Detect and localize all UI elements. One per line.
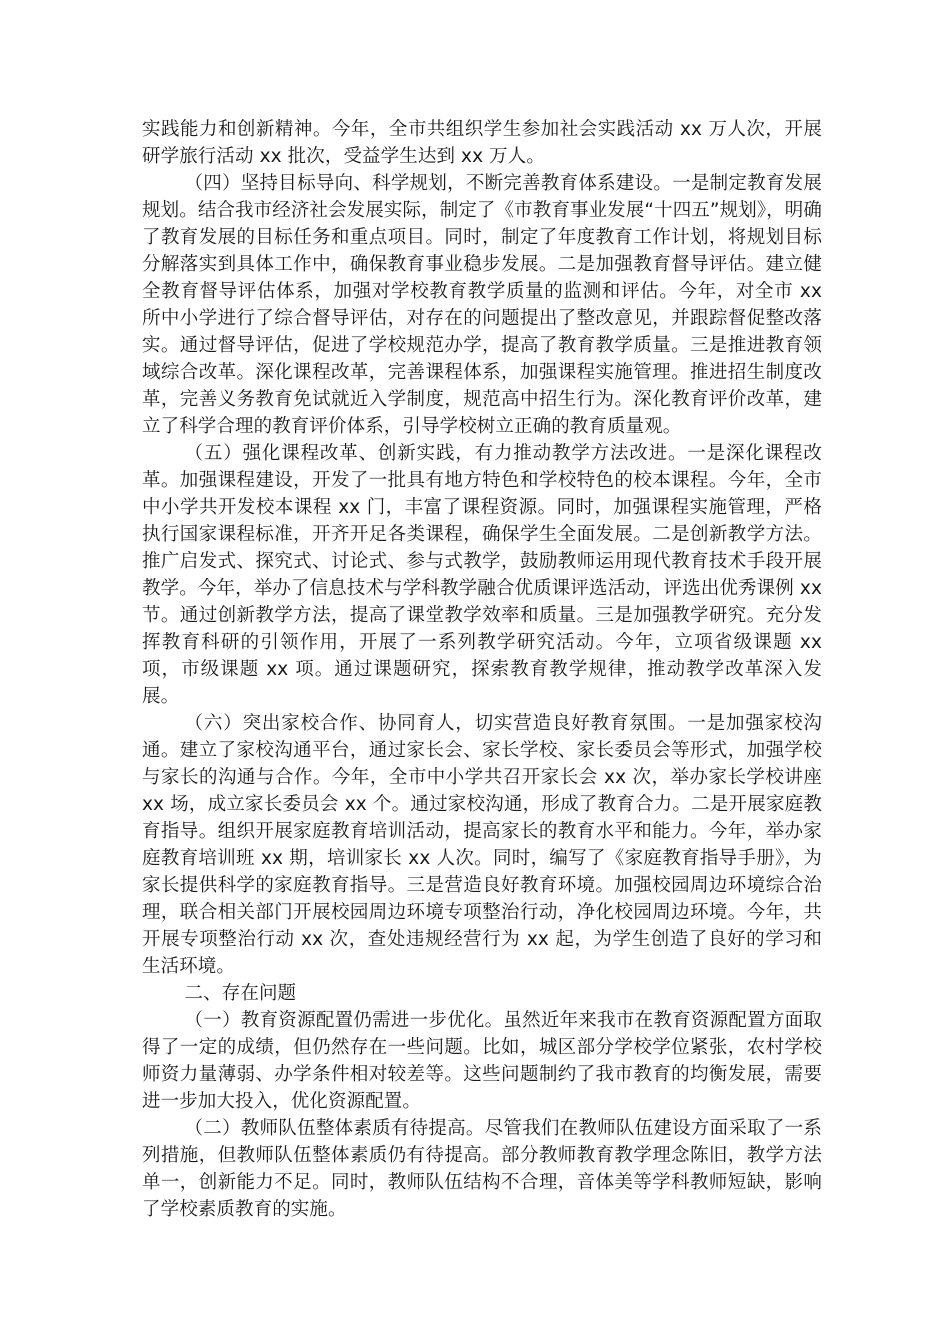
paragraph-issue-1: （一）教育资源配置仍需进一步优化。虽然近年来我市在教育资源配置方面取得了一定的成绩，但仍然存在一些问题。比如，城区部分学校学位紧张，农村学校师资力量薄弱、办学条件相对较差等。这些问题制约了我市教育的均衡发展，需要进一步加大投入，优化资源配置。 bbox=[142, 1010, 822, 1112]
section-heading: 二、存在问题 bbox=[184, 983, 297, 1004]
paragraph-section-4: （四）坚持目标导向、科学规划，不断完善教育体系建设。一是制定教育发展规划。结合我市经济社会发展实际，制定了《市教育事业发展“十四五”规划》，明确了教育发展的目标任务和重点项目。同时，制定了年度教育工作计划，将规划目标分解落实到具体工作中，确保教育事业稳步发展。二是加强教育督导评估。建立健全教育督导评估体系，加强对学校教育教学质量的监测和评估。今年，对全市 xx 所中小学进行了综合督导评估，对存在的问题提出了整改意见，并跟踪督促整改落实。通过督导评估，促进了学校规范办学，提高了教育教学质量。三是推进教育领域综合改革。深化课程改革，完善课程体系，加强课程实施管理。推进招生制度改革，完善义务教育免试就近入学制度，规范高中招生行为。深化教育评价改革，建立了科学合理的教育评价体系，引导学校树立正确的教育质量观。 bbox=[142, 173, 822, 437]
paragraph-issue-2: （二）教师队伍整体素质有待提高。尽管我们在教师队伍建设方面采取了一系列措施，但教师队伍整体素质仍有待提高。部分教师教育教学理念陈旧，教学方法单一，创新能力不足。同时，教师队伍结构不合理，音体美等学科教师短缺，影响了学校素质教育的实施。 bbox=[142, 1118, 822, 1220]
paragraph-section-5: （五）强化课程改革、创新实践，有力推动教学方法改进。一是深化课程改革。加强课程建设，开发了一批具有地方特色和学校特色的校本课程。今年，全市中小学共开发校本课程 xx 门，丰富了课程资源。同时，加强课程实施管理，严格执行国家课程标准，开齐开足各类课程，确保学生全面发展。二是创新教学方法。推广启发式、探究式、讨论式、参与式教学，鼓励教师运用现代教育技术手段开展教学。今年，举办了信息技术与学科教学融合优质课评选活动，评选出优秀课例 xx 节。通过创新教学方法，提高了课堂教学效率和质量。三是加强教学研究。充分发挥教育科研的引领作用，开展了一系列教学研究活动。今年，立项省级课题 xx 项，市级课题 xx 项。通过课题研究，探索教育教学规律，推动教学改革深入发展。 bbox=[142, 443, 822, 707]
paragraph-continued: 实践能力和创新精神。今年，全市共组织学生参加社会实践活动 xx 万人次，开展研学旅行活动 xx 批次，受益学生达到 xx 万人。 bbox=[142, 119, 822, 167]
document-body bbox=[142, 116, 822, 1223]
paragraph-section-6: （六）突出家校合作、协同育人，切实营造良好教育氛围。一是加强家校沟通。建立了家校沟通平台，通过家长会、家长学校、家长委员会等形式，加强学校与家长的沟通与合作。今年，全市中小学共召开家长会 xx 次，举办家长学校讲座 xx 场，成立家长委员会 xx 个。通过家校沟通，形成了教育合力。二是开展家庭教育指导。组织开展家庭教育培训活动，提高家长的教育水平和能力。今年，举办家庭教育培训班 xx 期，培训家长 xx 人次。同时，编写了《家庭教育指导手册》，为家长提供科学的家庭教育指导。三是营造良好教育环境。加强校园周边环境综合治理，联合相关部门开展校园周边环境专项整治行动，净化校园周边环境。今年，共开展专项整治行动 xx 次，查处违规经营行为 xx 起，为学生创造了良好的学习和生活环境。 bbox=[142, 713, 822, 977]
